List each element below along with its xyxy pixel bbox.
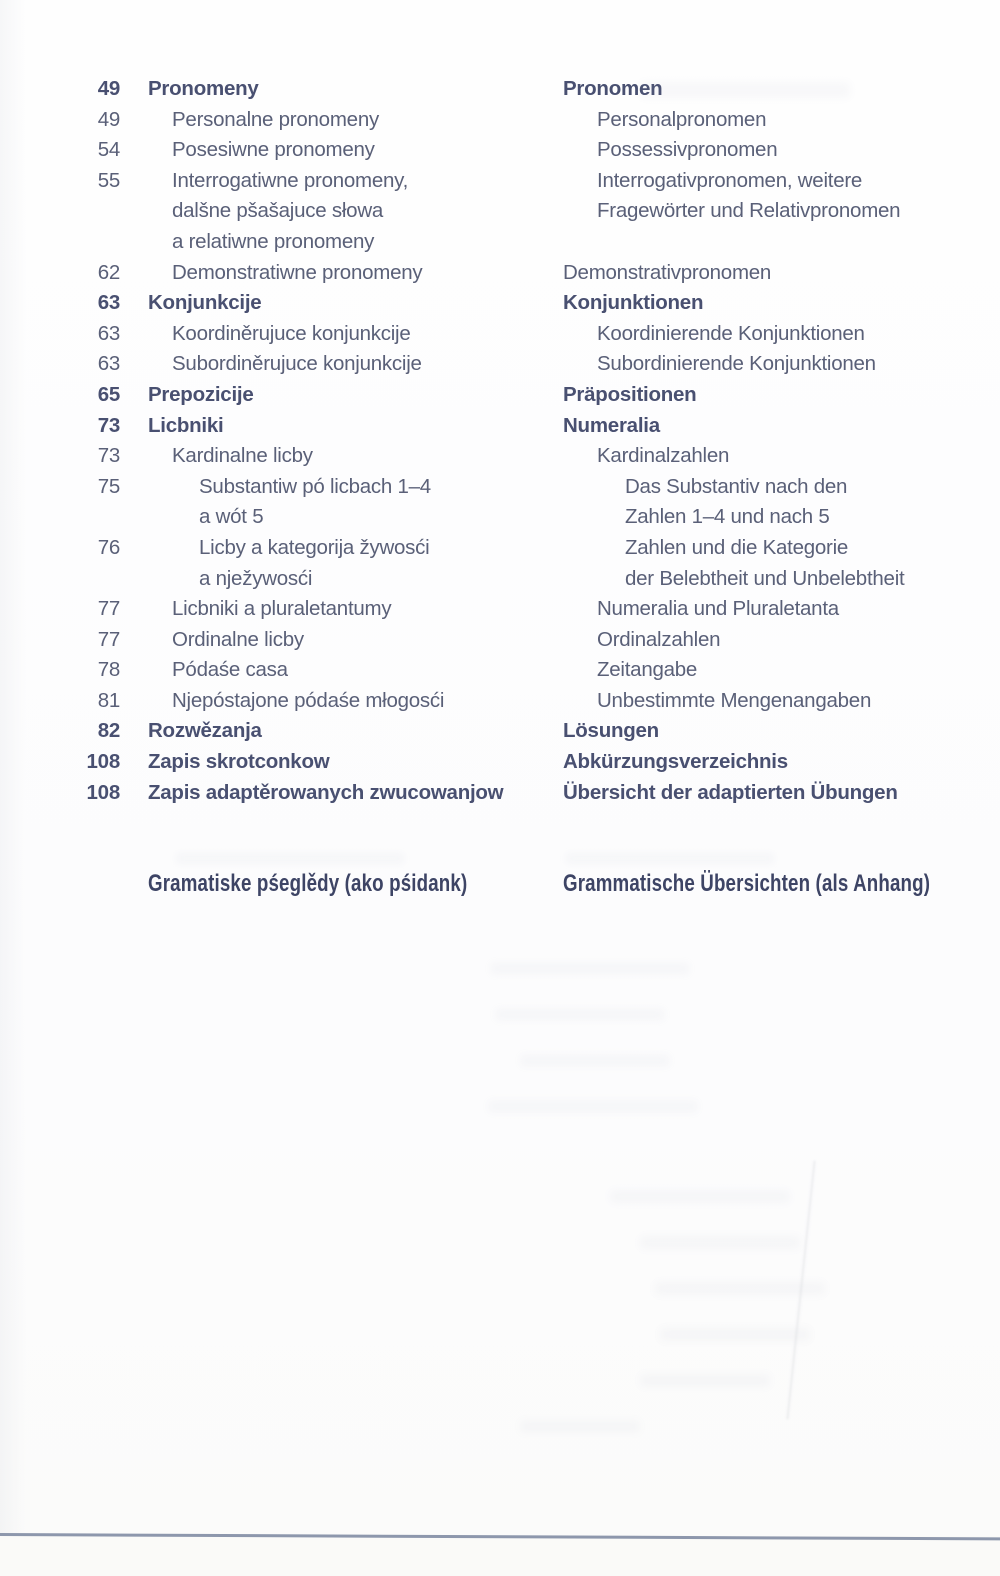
toc-entry-german: Demonstrativpronomen [563, 260, 772, 284]
toc-entry-german: Koordinierende Konjunktionen [597, 321, 865, 345]
scan-crease [786, 1161, 815, 1420]
toc-row [0, 747, 1000, 778]
toc-row [0, 686, 1000, 717]
scan-artifact [520, 1054, 670, 1067]
toc-entry-german: Kardinalzahlen [597, 444, 730, 468]
toc-row [0, 227, 1000, 258]
page-number: 65 [97, 382, 120, 406]
scan-artifact [495, 1008, 665, 1021]
toc-row [0, 196, 1000, 227]
toc-entry-sorbian: Prepozicije [148, 382, 254, 406]
toc-entry-sorbian: Rozwězanja [148, 719, 262, 743]
toc-entry-sorbian: Subordiněrujuce konjunkcije [172, 352, 422, 376]
scan-artifact [640, 1374, 770, 1387]
toc-row [0, 166, 1000, 197]
toc-row [0, 594, 1000, 625]
toc-row [0, 472, 1000, 503]
toc-entry-german: Zeitangabe [597, 658, 698, 682]
page-number: 82 [97, 719, 120, 743]
toc-entry-sorbian: Zapis skrotconkow [148, 750, 330, 774]
toc-row [0, 258, 1000, 289]
scan-artifact [640, 1236, 800, 1249]
page-number: 63 [97, 291, 120, 315]
toc-row [0, 288, 1000, 319]
page-number: 62 [97, 260, 120, 284]
toc-entry-sorbian: Demonstratiwne pronomeny [172, 260, 423, 284]
toc-row [0, 778, 1000, 809]
page-number: 77 [97, 627, 120, 651]
scan-artifact [655, 1282, 825, 1295]
page-number: 73 [97, 413, 120, 437]
toc-entry-german: Präpositionen [563, 382, 697, 406]
footer-german-heading: Grammatische Übersichten (als Anhang) [563, 870, 931, 897]
toc-entry-german: Übersicht der adaptierten Übungen [563, 780, 898, 804]
toc-entry-german: der Belebtheit und Unbelebtheit [625, 566, 905, 590]
page-number: 54 [97, 138, 120, 162]
toc-entry-sorbian: Substantiw pó licbach 1–4 [199, 474, 431, 498]
toc-entry-sorbian: Posesiwne pronomeny [172, 138, 375, 162]
toc-entry-sorbian: a relatiwne pronomeny [172, 229, 375, 253]
toc-entry-german: Abkürzungsverzeichnis [563, 750, 788, 774]
page-number: 73 [97, 444, 120, 468]
page-number: 63 [97, 321, 120, 345]
toc-entry-sorbian: Interrogatiwne pronomeny, [172, 168, 409, 192]
page-number: 49 [97, 77, 120, 100]
scan-artifact [565, 852, 775, 865]
toc-entry-sorbian: Ordinalne licby [172, 627, 304, 651]
toc-row [0, 74, 1000, 105]
toc-entry-sorbian: Koordiněrujuce konjunkcije [172, 321, 411, 345]
footer-sorbian-heading: Gramatiske pśeglědy (ako pśidank) [148, 870, 468, 897]
toc-entry-sorbian: a wót 5 [199, 505, 264, 529]
scan-artifact [520, 1420, 640, 1433]
toc-entry-sorbian: a nježywosći [199, 566, 313, 590]
toc-entry-sorbian: Pódaśe casa [172, 658, 288, 682]
page-number: 75 [97, 474, 120, 498]
toc-entry-sorbian: dalšne pšašajuce słowa [172, 199, 384, 223]
toc-entry-german: Zahlen 1–4 und nach 5 [625, 505, 830, 529]
page-number: 81 [97, 688, 120, 712]
scan-artifact [660, 1328, 810, 1341]
page-number: 77 [97, 597, 120, 621]
toc-entry-sorbian: Licbniki a pluraletantumy [172, 597, 392, 621]
toc-footer [0, 870, 1000, 900]
toc-entry-german: Subordinierende Konjunktionen [597, 352, 876, 376]
toc-entry-sorbian: Konjunkcije [148, 291, 262, 315]
scan-artifact [175, 852, 405, 865]
toc-entry-german: Personalpronomen [597, 107, 767, 131]
page-number: 108 [86, 780, 120, 804]
toc-entry-german: Unbestimmte Mengenangaben [597, 688, 872, 712]
toc-entry-german: Das Substantiv nach den [625, 474, 848, 498]
toc-entry-sorbian: Licbniki [148, 413, 224, 437]
toc-entry-german: Zahlen und die Kategorie [625, 535, 849, 559]
scan-artifact [610, 1190, 790, 1203]
toc-entry-german: Possessivpronomen [597, 138, 778, 162]
page-number: 63 [97, 352, 120, 376]
toc-entry-german: Ordinalzahlen [597, 627, 721, 651]
toc-entry-sorbian: Njepóstajone pódaśe młogosći [172, 688, 445, 712]
page-number: 78 [97, 658, 120, 682]
toc-row [0, 655, 1000, 686]
toc-row [0, 564, 1000, 595]
toc-row [0, 105, 1000, 136]
scan-artifact [490, 962, 690, 975]
toc-entry-german: Interrogativpronomen, weitere [597, 168, 863, 192]
toc-entry-german: Numeralia [563, 413, 660, 437]
toc-entry-sorbian: Pronomeny [148, 77, 259, 100]
toc-entry-sorbian: Zapis adaptěrowanych zwucowanjow [148, 780, 504, 804]
toc-row [0, 625, 1000, 656]
toc-entry-german: Konjunktionen [563, 291, 704, 315]
toc-row [0, 716, 1000, 747]
page-number: 76 [97, 535, 120, 559]
page-number: 108 [86, 750, 120, 774]
toc-entry-sorbian: Personalne pronomeny [172, 107, 379, 131]
page-number: 49 [97, 107, 120, 131]
toc-entry-sorbian: Licby a kategorija žywosći [199, 535, 430, 559]
toc-row [0, 319, 1000, 350]
toc-row [0, 441, 1000, 472]
toc-row [0, 411, 1000, 442]
toc-entry-german: Pronomen [563, 77, 663, 100]
page-number: 55 [97, 168, 120, 192]
toc-entry-german: Fragewörter und Relativpronomen [597, 199, 901, 223]
toc-entry-german: Numeralia und Pluraletanta [597, 597, 839, 621]
toc-entry-german: Lösungen [563, 719, 659, 743]
toc-row [0, 135, 1000, 166]
toc-entry-sorbian: Kardinalne licby [172, 444, 313, 468]
toc-row [0, 502, 1000, 533]
toc-row [0, 533, 1000, 564]
table-of-contents [0, 74, 1000, 808]
scan-artifact [488, 1100, 698, 1113]
page-edge-area [0, 1536, 1000, 1576]
toc-row [0, 380, 1000, 411]
toc-row [0, 349, 1000, 380]
